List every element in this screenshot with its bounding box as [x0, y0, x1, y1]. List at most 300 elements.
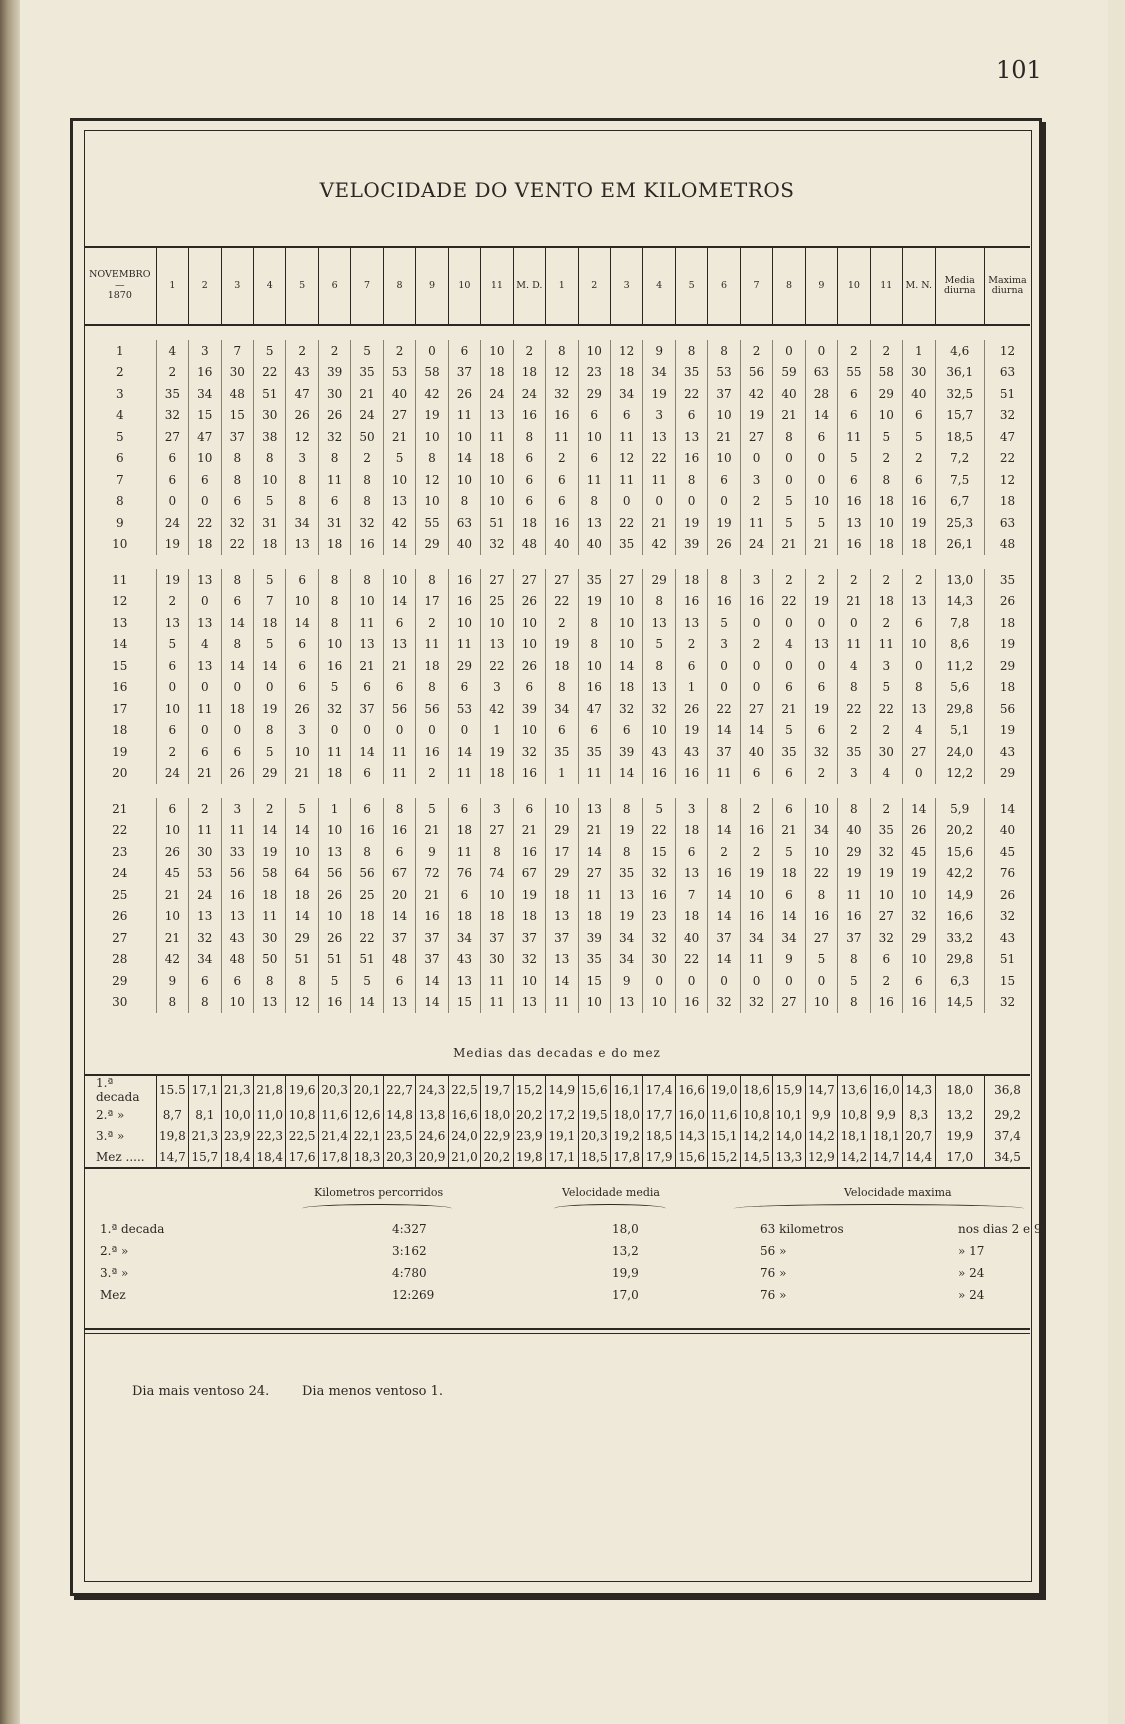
- hour-cell: 0: [351, 720, 383, 742]
- hour-cell: 53: [448, 698, 480, 720]
- hour-cell: 42: [156, 949, 188, 971]
- hour-cell: 34: [643, 362, 675, 384]
- hour-header: 11: [481, 247, 513, 325]
- hour-cell: 14: [383, 534, 415, 556]
- hour-header: 4: [253, 247, 285, 325]
- hour-cell: 0: [805, 340, 837, 362]
- day-cell: 17: [112, 701, 128, 716]
- hour-cell: 16: [351, 534, 383, 556]
- hour-cell: 0: [708, 970, 740, 992]
- hour-cell: 29: [546, 820, 578, 842]
- spacer-row: [84, 325, 1030, 340]
- hour-cell: 35: [578, 741, 610, 763]
- hour-cell: 6: [578, 405, 610, 427]
- hour-cell: 3: [189, 340, 221, 362]
- hour-header: 2: [189, 247, 221, 325]
- media-cell: 33,2: [935, 927, 984, 949]
- hour-cell: 4: [870, 763, 902, 785]
- hour-cell: 24: [740, 534, 772, 556]
- decade-value: 20,3: [383, 1146, 415, 1168]
- hour-cell: 51: [253, 383, 285, 405]
- hour-cell: 48: [383, 949, 415, 971]
- hour-cell: 8: [351, 469, 383, 491]
- maxima-cell: 12: [984, 340, 1030, 362]
- decade-means-table: [84, 1074, 1030, 1169]
- hour-cell: 19: [416, 405, 448, 427]
- decade-value: 24,6: [416, 1125, 448, 1146]
- hour-cell: 2: [708, 841, 740, 863]
- hour-cell: 10: [578, 426, 610, 448]
- hour-cell: 16: [513, 841, 545, 863]
- book-spine: [0, 0, 20, 1724]
- hour-cell: 10: [416, 491, 448, 513]
- hour-cell: 6: [578, 720, 610, 742]
- hour-cell: 6: [286, 569, 318, 591]
- hour-cell: 19: [675, 720, 707, 742]
- hour-cell: 10: [643, 992, 675, 1014]
- hour-cell: 2: [773, 569, 805, 591]
- hour-cell: 5: [708, 612, 740, 634]
- hour-cell: 14: [286, 820, 318, 842]
- hour-cell: 8: [253, 720, 285, 742]
- hour-cell: 8: [351, 569, 383, 591]
- hour-cell: 43: [448, 949, 480, 971]
- hour-cell: 11: [838, 634, 870, 656]
- hour-cell: 26: [318, 927, 350, 949]
- hour-cell: 22: [189, 512, 221, 534]
- hour-cell: 29: [870, 383, 902, 405]
- summary-day: » 24: [958, 1288, 985, 1302]
- decade-value: 14,8: [383, 1104, 415, 1125]
- hour-cell: 10: [903, 634, 935, 656]
- day-cell: 14: [112, 637, 128, 652]
- hour-cell: 22: [481, 655, 513, 677]
- maxima-cell: 14: [984, 798, 1030, 820]
- decade-value: 17,0: [935, 1146, 984, 1168]
- hour-cell: 30: [189, 841, 221, 863]
- hour-cell: 34: [610, 383, 642, 405]
- decade-value: 14,2: [805, 1125, 837, 1146]
- hour-cell: 5: [318, 677, 350, 699]
- hour-cell: 9: [156, 970, 188, 992]
- hour-cell: 16: [675, 448, 707, 470]
- hour-cell: 13: [578, 512, 610, 534]
- hour-cell: 10: [708, 405, 740, 427]
- hour-cell: 5: [838, 970, 870, 992]
- decade-value: 22,9: [481, 1125, 513, 1146]
- year-label: 1870: [107, 290, 132, 302]
- hour-cell: 6: [805, 426, 837, 448]
- summary-rule-thin: [84, 1333, 1030, 1334]
- maxima-cell: 63: [984, 512, 1030, 534]
- hour-cell: 5: [253, 569, 285, 591]
- maxima-cell: 45: [984, 841, 1030, 863]
- hour-cell: 6: [286, 634, 318, 656]
- hour-cell: 22: [610, 512, 642, 534]
- hour-cell: 19: [481, 741, 513, 763]
- hour-cell: 0: [740, 612, 772, 634]
- hour-cell: 2: [903, 569, 935, 591]
- hour-cell: 13: [675, 612, 707, 634]
- hour-cell: 6: [903, 405, 935, 427]
- summary-day: nos dias 2 e 9: [958, 1222, 1042, 1236]
- hour-cell: 6: [351, 677, 383, 699]
- spacer-cell: [84, 555, 1030, 569]
- hour-cell: 0: [805, 655, 837, 677]
- decade-value: 18,1: [870, 1125, 902, 1146]
- hour-header: 10: [448, 247, 480, 325]
- hour-cell: 58: [416, 362, 448, 384]
- hour-cell: 8: [643, 655, 675, 677]
- hour-cell: 18: [481, 906, 513, 928]
- hour-cell: 12: [546, 362, 578, 384]
- day-cell: 30: [112, 995, 128, 1010]
- decade-value: 13,2: [935, 1104, 984, 1125]
- hour-cell: 6: [773, 677, 805, 699]
- hour-cell: 6: [903, 970, 935, 992]
- hour-cell: 0: [383, 720, 415, 742]
- hour-cell: 6: [189, 970, 221, 992]
- hour-cell: 8: [838, 949, 870, 971]
- hour-cell: 8: [708, 340, 740, 362]
- hour-cell: 32: [318, 426, 350, 448]
- hour-cell: 11: [448, 841, 480, 863]
- hour-cell: 18: [610, 362, 642, 384]
- hour-cell: 8: [708, 569, 740, 591]
- table-row: [84, 383, 1030, 405]
- decade-value: 17,1: [189, 1075, 221, 1104]
- hour-cell: 13: [318, 841, 350, 863]
- hour-cell: 13: [253, 992, 285, 1014]
- hour-cell: 55: [416, 512, 448, 534]
- hour-cell: 34: [610, 927, 642, 949]
- hour-cell: 32: [189, 927, 221, 949]
- decade-value: 37,4: [984, 1125, 1030, 1146]
- hour-cell: 19: [805, 698, 837, 720]
- decade-value: 19,7: [481, 1075, 513, 1104]
- hour-cell: 40: [383, 383, 415, 405]
- hour-cell: 5: [773, 512, 805, 534]
- maxima-cell: 15: [984, 970, 1030, 992]
- hour-cell: 16: [838, 906, 870, 928]
- hour-cell: 26: [675, 698, 707, 720]
- hour-cell: 10: [253, 469, 285, 491]
- hour-header: 9: [805, 247, 837, 325]
- maxima-cell: 18: [984, 677, 1030, 699]
- hour-header: 1: [156, 247, 188, 325]
- decade-value: 13,8: [416, 1104, 448, 1125]
- hour-cell: 21: [643, 512, 675, 534]
- hour-cell: 34: [805, 820, 837, 842]
- decade-value: 8,3: [903, 1104, 935, 1125]
- summary-max: 56 »: [760, 1244, 787, 1258]
- hour-cell: 53: [708, 362, 740, 384]
- hour-cell: 19: [903, 512, 935, 534]
- hour-header: 9: [416, 247, 448, 325]
- hour-cell: 27: [156, 426, 188, 448]
- hour-cell: 18: [513, 512, 545, 534]
- spacer-row: [84, 784, 1030, 798]
- hour-cell: 8: [481, 841, 513, 863]
- decade-value: 16,0: [675, 1104, 707, 1125]
- hour-cell: 0: [416, 720, 448, 742]
- hour-cell: 8: [221, 448, 253, 470]
- table-row: [84, 591, 1030, 613]
- media-cell: 5,6: [935, 677, 984, 699]
- maxima-cell: 51: [984, 949, 1030, 971]
- decade-value: 18,4: [253, 1146, 285, 1168]
- decade-value: 14,7: [156, 1146, 188, 1168]
- hour-cell: 10: [610, 591, 642, 613]
- table-row: [84, 655, 1030, 677]
- hour-cell: 11: [318, 469, 350, 491]
- table-row: [84, 884, 1030, 906]
- hour-cell: 10: [481, 491, 513, 513]
- hour-cell: 27: [773, 992, 805, 1014]
- hour-cell: 8: [675, 340, 707, 362]
- summary-day: » 17: [958, 1244, 985, 1258]
- hour-cell: 11: [448, 634, 480, 656]
- decade-value: 17,9: [643, 1146, 675, 1168]
- decade-value: 14,0: [773, 1125, 805, 1146]
- hour-cell: 1: [481, 720, 513, 742]
- hour-cell: 53: [383, 362, 415, 384]
- hour-cell: 0: [903, 763, 935, 785]
- maxima-cell: 18: [984, 612, 1030, 634]
- hour-cell: 30: [870, 741, 902, 763]
- hour-cell: 21: [805, 534, 837, 556]
- hour-cell: 19: [643, 383, 675, 405]
- hour-cell: 35: [546, 741, 578, 763]
- hour-cell: 45: [156, 863, 188, 885]
- hour-cell: 16: [903, 992, 935, 1014]
- hour-cell: 32: [513, 741, 545, 763]
- hour-cell: 21: [773, 405, 805, 427]
- hour-cell: 58: [253, 863, 285, 885]
- hour-cell: 2: [838, 569, 870, 591]
- decade-value: 13,6: [838, 1075, 870, 1104]
- hour-cell: 8: [578, 491, 610, 513]
- hour-cell: 6: [156, 720, 188, 742]
- hour-cell: 6: [351, 763, 383, 785]
- hour-cell: 5: [773, 491, 805, 513]
- decade-value: 11,0: [253, 1104, 285, 1125]
- hour-cell: 22: [773, 591, 805, 613]
- decade-value: 15,2: [708, 1146, 740, 1168]
- spacer-cell: [84, 325, 1030, 340]
- hour-cell: 14: [708, 949, 740, 971]
- hour-cell: 4: [156, 340, 188, 362]
- hour-cell: 37: [221, 426, 253, 448]
- maxima-cell: 19: [984, 720, 1030, 742]
- hour-cell: 10: [870, 512, 902, 534]
- hour-cell: 18: [318, 534, 350, 556]
- hour-cell: 26: [513, 655, 545, 677]
- hour-cell: 6: [513, 491, 545, 513]
- summary-label: 2.ª »: [100, 1244, 129, 1258]
- hour-header: 3: [221, 247, 253, 325]
- hour-cell: 13: [481, 405, 513, 427]
- spacer-row: [84, 1013, 1030, 1027]
- hour-cell: 6: [513, 798, 545, 820]
- hour-cell: 10: [286, 741, 318, 763]
- hour-cell: 18: [481, 763, 513, 785]
- hour-cell: 30: [253, 927, 285, 949]
- hour-cell: 20: [383, 884, 415, 906]
- decade-value: 21,8: [253, 1075, 285, 1104]
- maxima-cell: 29: [984, 763, 1030, 785]
- hour-cell: 6: [805, 677, 837, 699]
- hour-cell: 3: [870, 655, 902, 677]
- decade-value: 19,5: [578, 1104, 610, 1125]
- hour-cell: 76: [448, 863, 480, 885]
- hour-cell: 6: [318, 491, 350, 513]
- hour-cell: 7: [253, 591, 285, 613]
- hour-cell: 13: [351, 634, 383, 656]
- hour-cell: 10: [481, 340, 513, 362]
- hour-cell: 26: [903, 820, 935, 842]
- hour-cell: 19: [253, 841, 285, 863]
- hour-cell: 16: [448, 591, 480, 613]
- decade-value: 22,7: [383, 1075, 415, 1104]
- hour-cell: 6: [546, 720, 578, 742]
- media-cell: 7,8: [935, 612, 984, 634]
- hour-cell: 16: [675, 763, 707, 785]
- hour-cell: 51: [351, 949, 383, 971]
- hour-cell: 38: [253, 426, 285, 448]
- hour-cell: 16: [708, 863, 740, 885]
- hour-cell: 18: [189, 534, 221, 556]
- maxima-cell: 26: [984, 884, 1030, 906]
- decade-value: 14,2: [838, 1146, 870, 1168]
- decade-value: 24,0: [448, 1125, 480, 1146]
- hour-cell: 5: [903, 426, 935, 448]
- hour-cell: 8: [286, 469, 318, 491]
- hour-cell: 34: [610, 949, 642, 971]
- hour-cell: 12: [286, 426, 318, 448]
- hour-cell: 16: [546, 512, 578, 534]
- hour-cell: 13: [675, 863, 707, 885]
- decade-value: 18,5: [578, 1146, 610, 1168]
- hour-cell: 26: [286, 698, 318, 720]
- hour-cell: 11: [383, 741, 415, 763]
- maxima-cell: 29: [984, 655, 1030, 677]
- hour-cell: 6: [903, 469, 935, 491]
- hour-cell: 12: [610, 448, 642, 470]
- hour-cell: 6: [578, 448, 610, 470]
- hour-cell: 32: [740, 992, 772, 1014]
- hour-cell: 37: [416, 949, 448, 971]
- hour-cell: 5: [156, 634, 188, 656]
- hour-cell: 3: [286, 448, 318, 470]
- hour-cell: 21: [773, 698, 805, 720]
- hour-cell: 22: [708, 698, 740, 720]
- hour-cell: 2: [416, 612, 448, 634]
- hour-cell: 31: [253, 512, 285, 534]
- hour-cell: 2: [740, 798, 772, 820]
- hour-cell: 21: [383, 426, 415, 448]
- decade-value: 15,2: [513, 1075, 545, 1104]
- hour-cell: 21: [708, 426, 740, 448]
- decade-value: 18,1: [838, 1125, 870, 1146]
- hour-cell: 11: [253, 906, 285, 928]
- hour-cell: 72: [416, 863, 448, 885]
- day-cell: 10: [112, 537, 128, 552]
- hour-cell: 6: [546, 469, 578, 491]
- hour-cell: 45: [903, 841, 935, 863]
- decade-value: 24,3: [416, 1075, 448, 1104]
- hour-cell: 32: [513, 949, 545, 971]
- hour-cell: 14: [253, 820, 285, 842]
- hour-cell: 14: [351, 741, 383, 763]
- hour-cell: 50: [253, 949, 285, 971]
- hour-cell: 7: [675, 884, 707, 906]
- hour-cell: 8: [286, 970, 318, 992]
- media-cell: 14,9: [935, 884, 984, 906]
- decade-value: 10,8: [286, 1104, 318, 1125]
- hour-cell: 30: [903, 362, 935, 384]
- maxima-cell: 35: [984, 569, 1030, 591]
- decade-row: [84, 1146, 1030, 1168]
- day-cell: 23: [112, 844, 128, 859]
- hour-cell: 10: [513, 720, 545, 742]
- hour-cell: 15: [221, 405, 253, 427]
- hour-cell: 32: [643, 698, 675, 720]
- hour-cell: 33: [221, 841, 253, 863]
- hour-cell: 10: [740, 884, 772, 906]
- day-cell: 20: [112, 766, 128, 781]
- hour-cell: 18: [416, 655, 448, 677]
- hour-cell: 15: [448, 992, 480, 1014]
- spacer-cell: [84, 1013, 1030, 1027]
- hour-cell: 37: [708, 383, 740, 405]
- hour-cell: 13: [221, 906, 253, 928]
- hour-cell: 2: [546, 448, 578, 470]
- decade-value: 14,2: [740, 1125, 772, 1146]
- hour-cell: 2: [805, 569, 837, 591]
- hour-header: 6: [708, 247, 740, 325]
- table-title: VELOCIDADE DO VENTO EM KILOMETROS: [319, 178, 795, 202]
- hour-cell: 2: [253, 798, 285, 820]
- decade-value: 20,2: [513, 1104, 545, 1125]
- hour-cell: 14: [708, 884, 740, 906]
- hour-cell: 13: [610, 992, 642, 1014]
- hour-cell: 16: [740, 591, 772, 613]
- hour-cell: 2: [156, 362, 188, 384]
- hour-cell: 59: [773, 362, 805, 384]
- hour-cell: 8: [286, 491, 318, 513]
- hour-cell: 6: [156, 448, 188, 470]
- hour-cell: 13: [189, 612, 221, 634]
- month-header: [84, 247, 156, 325]
- hour-cell: 19: [838, 863, 870, 885]
- hour-cell: 27: [870, 906, 902, 928]
- hour-cell: 67: [383, 863, 415, 885]
- hour-cell: 2: [286, 340, 318, 362]
- media-cell: 15,7: [935, 405, 984, 427]
- hour-cell: 39: [578, 927, 610, 949]
- decade-value: 20,3: [318, 1075, 350, 1104]
- hour-cell: 47: [286, 383, 318, 405]
- hour-cell: 14: [286, 612, 318, 634]
- hour-cell: 8: [416, 569, 448, 591]
- hour-cell: 6: [189, 741, 221, 763]
- day-cell: 5: [115, 429, 124, 444]
- hour-cell: 18: [513, 906, 545, 928]
- hour-cell: 37: [546, 927, 578, 949]
- hour-cell: 13: [448, 970, 480, 992]
- day-cell: 9: [115, 515, 124, 530]
